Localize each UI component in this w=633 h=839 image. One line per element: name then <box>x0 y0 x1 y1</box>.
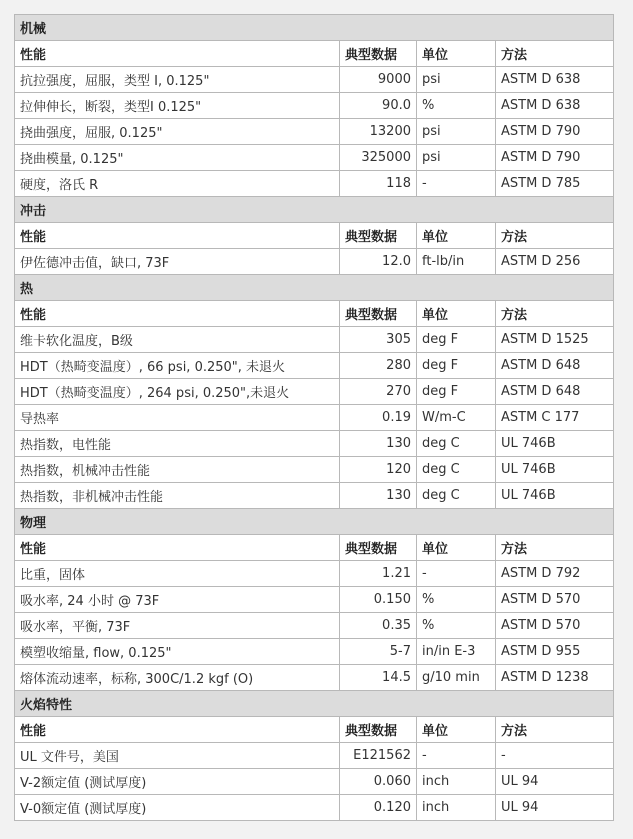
section-title: 热 <box>15 275 614 301</box>
method-cell: ASTM D 790 <box>496 119 614 145</box>
method-cell: ASTM D 256 <box>496 249 614 275</box>
column-header-row <box>15 223 614 249</box>
header-unit: 单位 <box>417 223 496 249</box>
header-method: 方法 <box>496 535 614 561</box>
property-cell: 挠曲模量, 0.125" <box>15 145 340 171</box>
method-cell: UL 94 <box>496 795 614 821</box>
property-cell: 吸水率，平衡, 73F <box>15 613 340 639</box>
method-cell: ASTM D 570 <box>496 613 614 639</box>
unit-cell: psi <box>417 145 496 171</box>
table-row <box>15 145 614 171</box>
method-cell: ASTM D 648 <box>496 379 614 405</box>
method-cell: UL 746B <box>496 431 614 457</box>
header-typical-value: 典型数据 <box>340 223 417 249</box>
header-unit: 单位 <box>417 535 496 561</box>
table-row <box>15 67 614 93</box>
header-method: 方法 <box>496 223 614 249</box>
column-header-row <box>15 301 614 327</box>
table-row <box>15 743 614 769</box>
value-cell: E121562 <box>340 743 417 769</box>
value-cell: 14.5 <box>340 665 417 691</box>
property-cell: V-2额定值 (测试厚度) <box>15 769 340 795</box>
method-cell: ASTM D 785 <box>496 171 614 197</box>
value-cell: 90.0 <box>340 93 417 119</box>
section-row <box>15 197 614 223</box>
property-cell: V-0额定值 (测试厚度) <box>15 795 340 821</box>
unit-cell: psi <box>417 67 496 93</box>
section-title: 物理 <box>15 509 614 535</box>
properties-table <box>14 14 614 821</box>
method-cell: ASTM D 648 <box>496 353 614 379</box>
section-row <box>15 691 614 717</box>
section-row <box>15 275 614 301</box>
table-row <box>15 431 614 457</box>
property-cell: 导热率 <box>15 405 340 431</box>
property-cell: 维卡软化温度，B级 <box>15 327 340 353</box>
value-cell: 120 <box>340 457 417 483</box>
header-property: 性能 <box>15 717 340 743</box>
section-title: 火焰特性 <box>15 691 614 717</box>
unit-cell: deg F <box>417 353 496 379</box>
column-header-row <box>15 41 614 67</box>
section-title: 机械 <box>15 15 614 41</box>
value-cell: 0.060 <box>340 769 417 795</box>
value-cell: 13200 <box>340 119 417 145</box>
property-cell: HDT（热畸变温度）, 264 psi, 0.250",未退火 <box>15 379 340 405</box>
value-cell: 130 <box>340 483 417 509</box>
header-method: 方法 <box>496 41 614 67</box>
value-cell: 325000 <box>340 145 417 171</box>
value-cell: 0.19 <box>340 405 417 431</box>
method-cell: UL 746B <box>496 483 614 509</box>
unit-cell: % <box>417 93 496 119</box>
value-cell: 270 <box>340 379 417 405</box>
value-cell: 0.150 <box>340 587 417 613</box>
unit-cell: ft-lb/in <box>417 249 496 275</box>
table-row <box>15 353 614 379</box>
unit-cell: psi <box>417 119 496 145</box>
value-cell: 12.0 <box>340 249 417 275</box>
header-unit: 单位 <box>417 717 496 743</box>
header-method: 方法 <box>496 301 614 327</box>
unit-cell: W/m-C <box>417 405 496 431</box>
method-cell: ASTM D 955 <box>496 639 614 665</box>
header-property: 性能 <box>15 301 340 327</box>
table-row <box>15 639 614 665</box>
method-cell: UL 746B <box>496 457 614 483</box>
unit-cell: % <box>417 587 496 613</box>
table-row <box>15 119 614 145</box>
value-cell: 0.120 <box>340 795 417 821</box>
value-cell: 280 <box>340 353 417 379</box>
unit-cell: - <box>417 171 496 197</box>
value-cell: 1.21 <box>340 561 417 587</box>
unit-cell: deg C <box>417 457 496 483</box>
method-cell: ASTM D 638 <box>496 67 614 93</box>
table-row <box>15 613 614 639</box>
table-row <box>15 561 614 587</box>
table-row <box>15 379 614 405</box>
property-cell: 热指数，非机械冲击性能 <box>15 483 340 509</box>
value-cell: 5-7 <box>340 639 417 665</box>
column-header-row <box>15 535 614 561</box>
header-typical-value: 典型数据 <box>340 301 417 327</box>
property-cell: 抗拉强度，屈服，类型 I, 0.125" <box>15 67 340 93</box>
table-row <box>15 93 614 119</box>
value-cell: 130 <box>340 431 417 457</box>
property-cell: UL 文件号，美国 <box>15 743 340 769</box>
unit-cell: inch <box>417 795 496 821</box>
property-cell: 模塑收缩量, flow, 0.125" <box>15 639 340 665</box>
table-row <box>15 769 614 795</box>
table-row <box>15 665 614 691</box>
unit-cell: deg C <box>417 483 496 509</box>
header-method: 方法 <box>496 717 614 743</box>
unit-cell: % <box>417 613 496 639</box>
property-cell: 拉伸伸长，断裂，类型I 0.125" <box>15 93 340 119</box>
unit-cell: - <box>417 743 496 769</box>
unit-cell: deg C <box>417 431 496 457</box>
method-cell: ASTM D 1238 <box>496 665 614 691</box>
column-header-row <box>15 717 614 743</box>
header-typical-value: 典型数据 <box>340 41 417 67</box>
property-cell: 挠曲强度，屈服, 0.125" <box>15 119 340 145</box>
property-cell: 熔体流动速率，标称, 300C/1.2 kgf (O) <box>15 665 340 691</box>
table-row <box>15 171 614 197</box>
table-row <box>15 249 614 275</box>
header-property: 性能 <box>15 41 340 67</box>
unit-cell: in/in E-3 <box>417 639 496 665</box>
property-cell: HDT（热畸变温度）, 66 psi, 0.250", 未退火 <box>15 353 340 379</box>
method-cell: - <box>496 743 614 769</box>
table-row <box>15 795 614 821</box>
property-cell: 吸水率, 24 小时 @ 73F <box>15 587 340 613</box>
header-property: 性能 <box>15 535 340 561</box>
property-cell: 伊佐德冲击值，缺口, 73F <box>15 249 340 275</box>
value-cell: 305 <box>340 327 417 353</box>
method-cell: ASTM D 570 <box>496 587 614 613</box>
section-row <box>15 15 614 41</box>
table-row <box>15 483 614 509</box>
header-unit: 单位 <box>417 301 496 327</box>
property-cell: 硬度，洛氏 R <box>15 171 340 197</box>
method-cell: ASTM D 792 <box>496 561 614 587</box>
unit-cell: deg F <box>417 379 496 405</box>
header-unit: 单位 <box>417 41 496 67</box>
header-property: 性能 <box>15 223 340 249</box>
property-cell: 热指数，机械冲击性能 <box>15 457 340 483</box>
unit-cell: - <box>417 561 496 587</box>
unit-cell: deg F <box>417 327 496 353</box>
table-row <box>15 587 614 613</box>
value-cell: 118 <box>340 171 417 197</box>
table-row <box>15 327 614 353</box>
header-typical-value: 典型数据 <box>340 717 417 743</box>
table-row <box>15 457 614 483</box>
value-cell: 9000 <box>340 67 417 93</box>
method-cell: ASTM C 177 <box>496 405 614 431</box>
property-cell: 热指数，电性能 <box>15 431 340 457</box>
method-cell: ASTM D 1525 <box>496 327 614 353</box>
table-row <box>15 405 614 431</box>
unit-cell: inch <box>417 769 496 795</box>
method-cell: UL 94 <box>496 769 614 795</box>
header-typical-value: 典型数据 <box>340 535 417 561</box>
value-cell: 0.35 <box>340 613 417 639</box>
section-title: 冲击 <box>15 197 614 223</box>
property-cell: 比重，固体 <box>15 561 340 587</box>
properties-table-body <box>15 15 614 821</box>
method-cell: ASTM D 790 <box>496 145 614 171</box>
section-row <box>15 509 614 535</box>
method-cell: ASTM D 638 <box>496 93 614 119</box>
unit-cell: g/10 min <box>417 665 496 691</box>
